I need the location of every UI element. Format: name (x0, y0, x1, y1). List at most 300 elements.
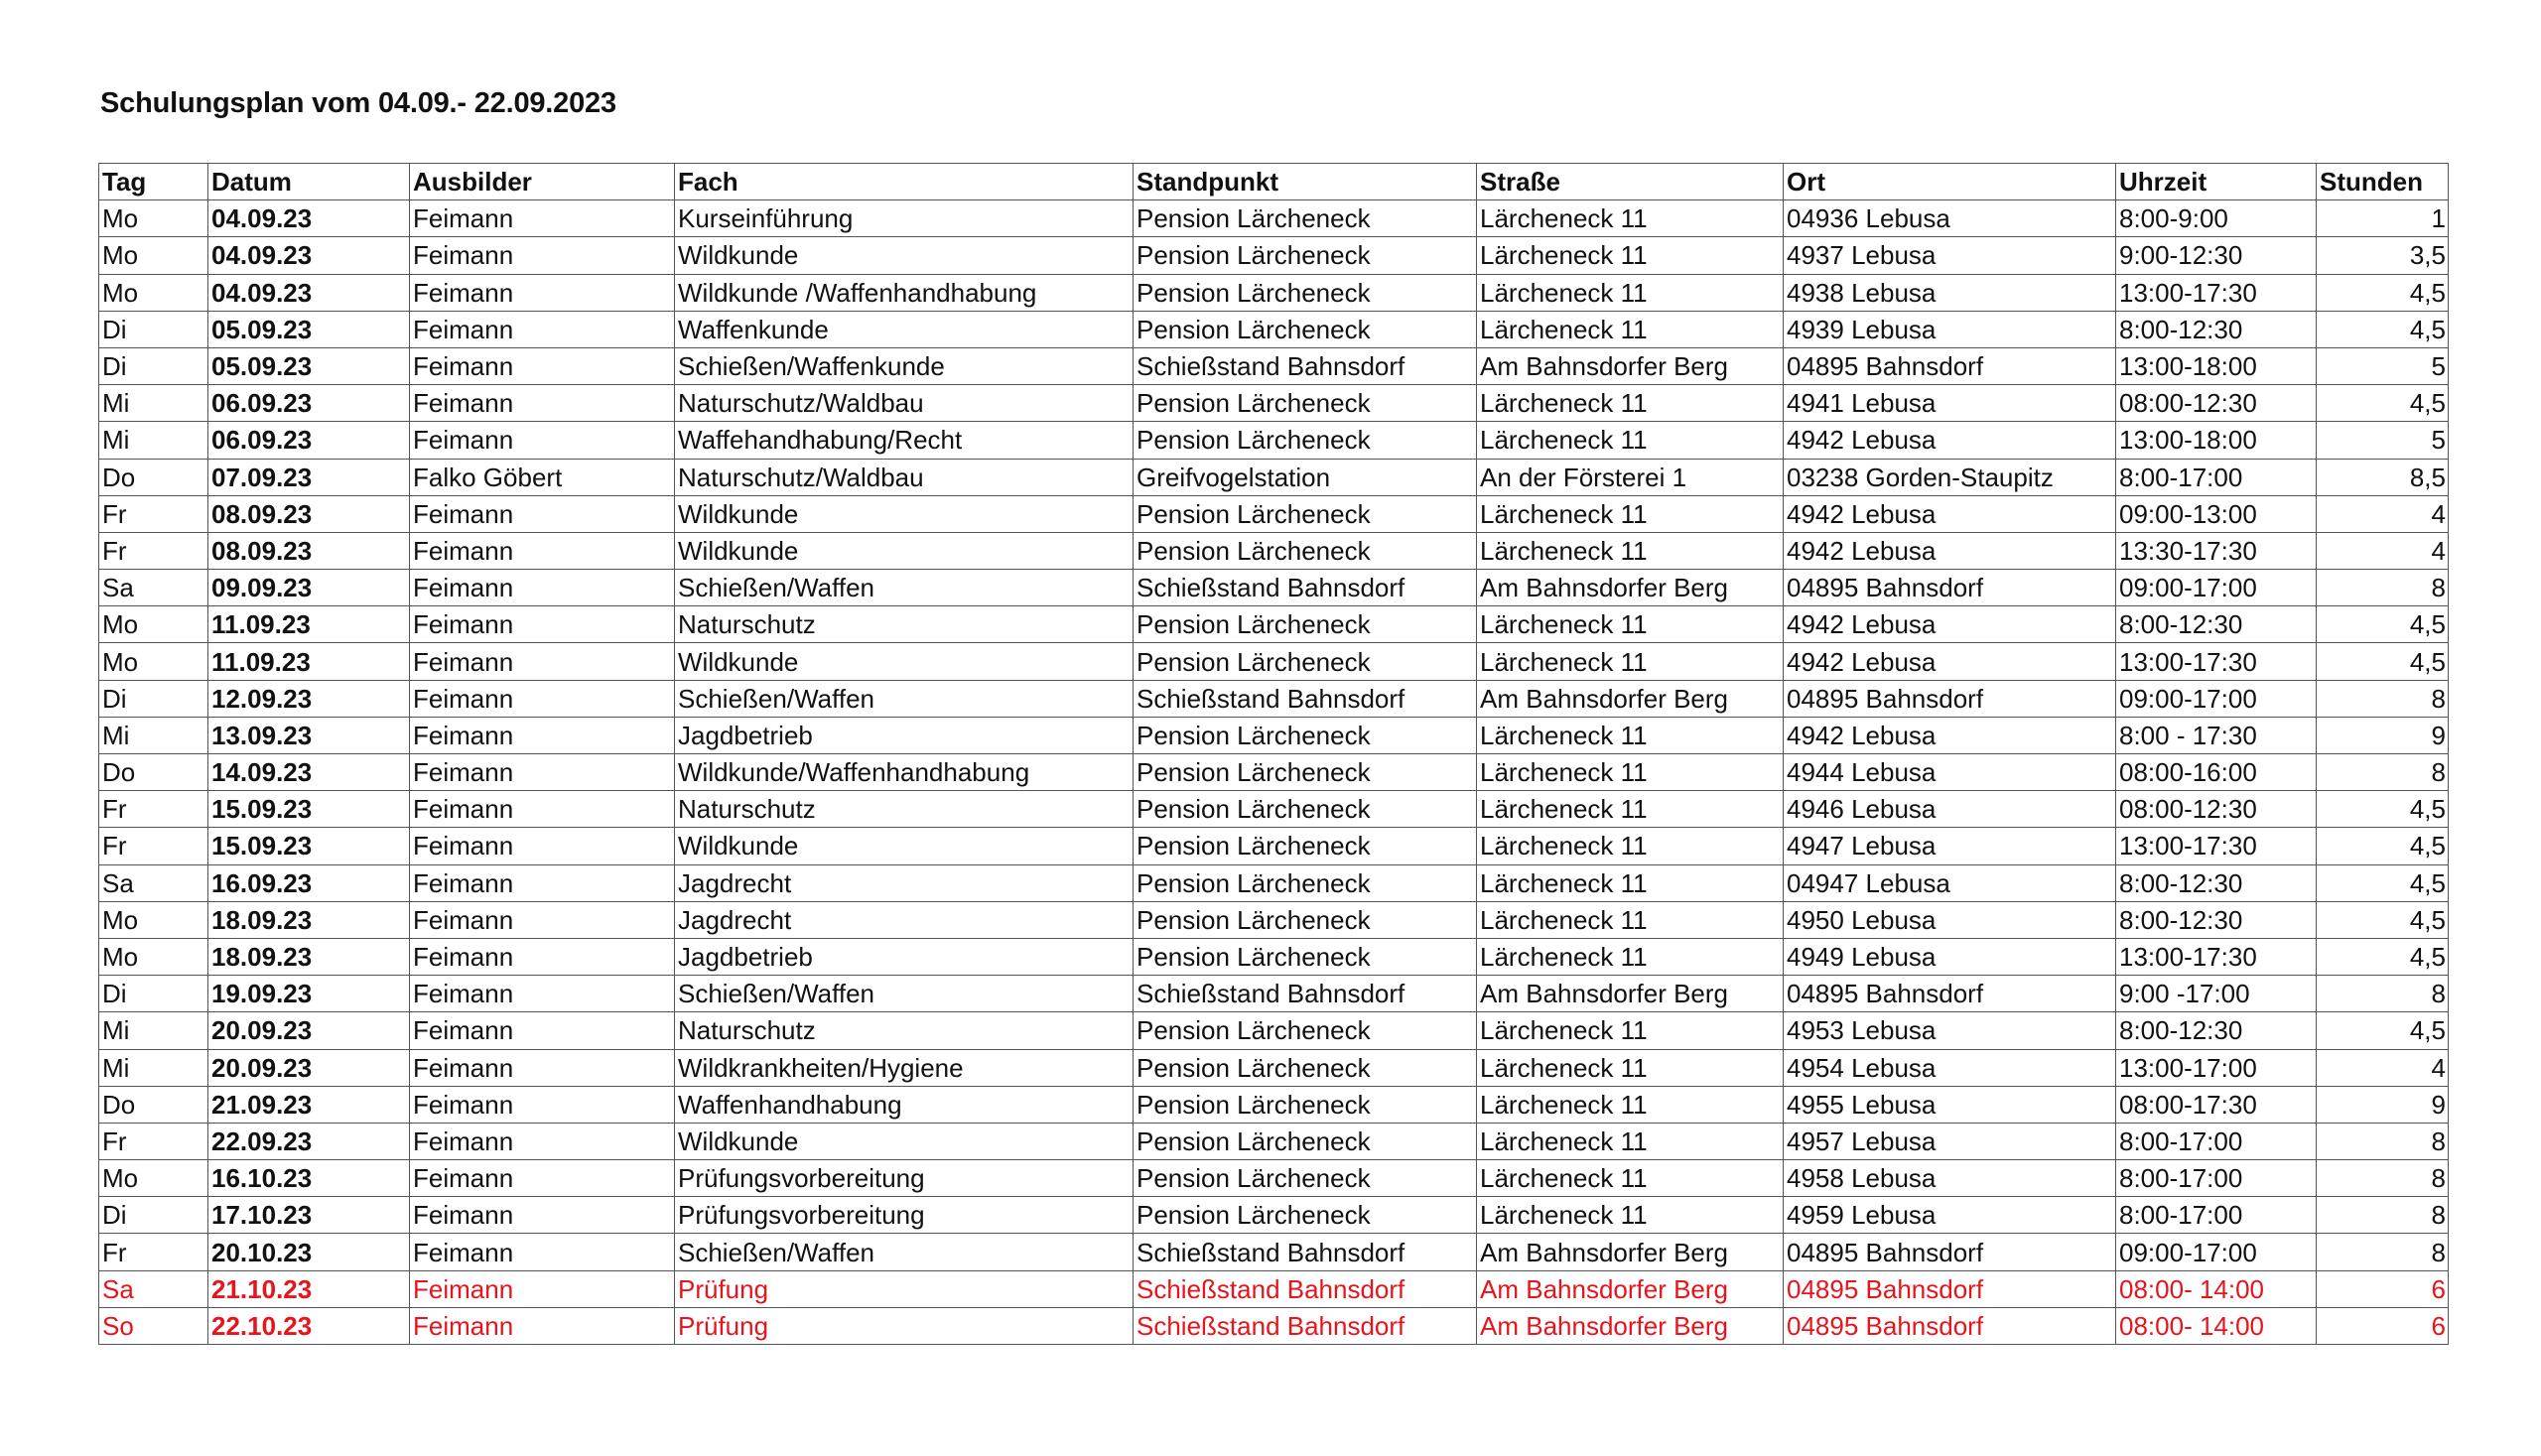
cell-ausbilder: Feimann (410, 680, 675, 717)
cell-standpunkt: Schießstand Bahnsdorf (1134, 680, 1477, 717)
cell-standpunkt: Schießstand Bahnsdorf (1134, 570, 1477, 606)
cell-datum: 16.09.23 (208, 864, 410, 901)
cell-datum: 21.09.23 (208, 1086, 410, 1123)
cell-datum: 14.09.23 (208, 754, 410, 791)
cell-strasse: Lärcheneck 11 (1477, 643, 1784, 680)
cell-strasse: Am Bahnsdorfer Berg (1477, 976, 1784, 1012)
cell-ort: 04947 Lebusa (1784, 864, 2116, 901)
cell-standpunkt: Schießstand Bahnsdorf (1134, 976, 1477, 1012)
cell-strasse: Lärcheneck 11 (1477, 1086, 1784, 1123)
cell-uhrzeit: 08:00-16:00 (2116, 754, 2317, 791)
table-row (99, 1123, 2449, 1159)
cell-ort: 4954 Lebusa (1784, 1049, 2116, 1086)
cell-fach: Jagdrecht (675, 901, 1134, 938)
cell-standpunkt: Pension Lärcheneck (1134, 532, 1477, 569)
cell-strasse: Lärcheneck 11 (1477, 717, 1784, 753)
cell-tag: Di (99, 680, 208, 717)
cell-stunden: 3,5 (2317, 237, 2449, 274)
column-header-ort: Ort (1784, 164, 2116, 200)
cell-fach: Waffenhandhabung (675, 1086, 1134, 1123)
cell-datum: 12.09.23 (208, 680, 410, 717)
cell-ausbilder: Feimann (410, 1307, 675, 1344)
cell-strasse: Lärcheneck 11 (1477, 1049, 1784, 1086)
cell-ausbilder: Feimann (410, 570, 675, 606)
cell-strasse: Lärcheneck 11 (1477, 237, 1784, 274)
cell-tag: Di (99, 1197, 208, 1234)
table-row (99, 1197, 2449, 1234)
cell-fach: Schießen/Waffen (675, 1234, 1134, 1270)
cell-standpunkt: Pension Lärcheneck (1134, 311, 1477, 347)
cell-stunden: 8 (2317, 976, 2449, 1012)
cell-strasse: Am Bahnsdorfer Berg (1477, 570, 1784, 606)
cell-datum: 18.09.23 (208, 901, 410, 938)
cell-ausbilder: Feimann (410, 347, 675, 384)
cell-fach: Naturschutz/Waldbau (675, 459, 1134, 495)
cell-stunden: 9 (2317, 717, 2449, 753)
table-row (99, 938, 2449, 975)
cell-tag: Mi (99, 1012, 208, 1049)
cell-ort: 4942 Lebusa (1784, 717, 2116, 753)
cell-ort: 04895 Bahnsdorf (1784, 1270, 2116, 1307)
table-row (99, 1012, 2449, 1049)
cell-ort: 04895 Bahnsdorf (1784, 1234, 2116, 1270)
cell-uhrzeit: 8:00-17:00 (2116, 459, 2317, 495)
cell-strasse: Lärcheneck 11 (1477, 1123, 1784, 1159)
table-row (99, 791, 2449, 828)
cell-ausbilder: Feimann (410, 1012, 675, 1049)
cell-ausbilder: Feimann (410, 976, 675, 1012)
cell-strasse: Lärcheneck 11 (1477, 606, 1784, 643)
cell-ausbilder: Feimann (410, 237, 675, 274)
cell-uhrzeit: 13:00-17:00 (2116, 1049, 2317, 1086)
cell-tag: Fr (99, 828, 208, 864)
cell-tag: Sa (99, 864, 208, 901)
cell-ausbilder: Feimann (410, 532, 675, 569)
table-row (99, 1086, 2449, 1123)
cell-strasse: Am Bahnsdorfer Berg (1477, 1234, 1784, 1270)
cell-fach: Jagdbetrieb (675, 938, 1134, 975)
cell-datum: 18.09.23 (208, 938, 410, 975)
cell-tag: Sa (99, 1270, 208, 1307)
table-row (99, 1160, 2449, 1197)
cell-tag: Mo (99, 643, 208, 680)
cell-datum: 17.10.23 (208, 1197, 410, 1234)
cell-datum: 11.09.23 (208, 606, 410, 643)
cell-datum: 15.09.23 (208, 828, 410, 864)
table-row (99, 385, 2449, 422)
cell-standpunkt: Pension Lärcheneck (1134, 1160, 1477, 1197)
cell-strasse: Lärcheneck 11 (1477, 422, 1784, 459)
table-row (99, 606, 2449, 643)
cell-strasse: Lärcheneck 11 (1477, 791, 1784, 828)
cell-uhrzeit: 8:00-12:30 (2116, 1012, 2317, 1049)
cell-fach: Prüfungsvorbereitung (675, 1160, 1134, 1197)
cell-standpunkt: Pension Lärcheneck (1134, 1049, 1477, 1086)
table-row (99, 1270, 2449, 1307)
schedule-table (98, 163, 2449, 1345)
cell-strasse: Am Bahnsdorfer Berg (1477, 1270, 1784, 1307)
cell-datum: 13.09.23 (208, 717, 410, 753)
cell-tag: Mo (99, 1160, 208, 1197)
cell-ort: 4957 Lebusa (1784, 1123, 2116, 1159)
cell-tag: Mo (99, 237, 208, 274)
cell-stunden: 4,5 (2317, 1012, 2449, 1049)
cell-uhrzeit: 8:00-17:00 (2116, 1123, 2317, 1159)
cell-uhrzeit: 9:00-12:30 (2116, 237, 2317, 274)
column-header-tag: Tag (99, 164, 208, 200)
cell-strasse: Lärcheneck 11 (1477, 828, 1784, 864)
cell-fach: Schießen/Waffenkunde (675, 347, 1134, 384)
cell-stunden: 4,5 (2317, 311, 2449, 347)
cell-strasse: Lärcheneck 11 (1477, 200, 1784, 237)
column-header-ausbilder: Ausbilder (410, 164, 675, 200)
cell-standpunkt: Pension Lärcheneck (1134, 643, 1477, 680)
cell-ausbilder: Feimann (410, 1197, 675, 1234)
cell-ausbilder: Feimann (410, 901, 675, 938)
cell-standpunkt: Pension Lärcheneck (1134, 1197, 1477, 1234)
cell-standpunkt: Pension Lärcheneck (1134, 828, 1477, 864)
cell-uhrzeit: 8:00-12:30 (2116, 901, 2317, 938)
cell-uhrzeit: 08:00- 14:00 (2116, 1270, 2317, 1307)
cell-fach: Wildkunde (675, 532, 1134, 569)
table-row (99, 828, 2449, 864)
cell-fach: Wildkunde (675, 1123, 1134, 1159)
cell-uhrzeit: 13:30-17:30 (2116, 532, 2317, 569)
cell-datum: 20.09.23 (208, 1012, 410, 1049)
cell-uhrzeit: 8:00-9:00 (2116, 200, 2317, 237)
cell-tag: Mi (99, 422, 208, 459)
table-row (99, 459, 2449, 495)
cell-uhrzeit: 8:00-12:30 (2116, 606, 2317, 643)
cell-fach: Naturschutz (675, 791, 1134, 828)
table-row (99, 976, 2449, 1012)
cell-ausbilder: Feimann (410, 200, 675, 237)
cell-ausbilder: Feimann (410, 606, 675, 643)
cell-datum: 22.09.23 (208, 1123, 410, 1159)
cell-fach: Wildkunde (675, 828, 1134, 864)
cell-stunden: 9 (2317, 1086, 2449, 1123)
cell-datum: 11.09.23 (208, 643, 410, 680)
table-row (99, 864, 2449, 901)
cell-ort: 4949 Lebusa (1784, 938, 2116, 975)
cell-fach: Wildkunde (675, 495, 1134, 532)
cell-stunden: 4,5 (2317, 385, 2449, 422)
cell-standpunkt: Pension Lärcheneck (1134, 1123, 1477, 1159)
table-row (99, 1049, 2449, 1086)
cell-strasse: Lärcheneck 11 (1477, 901, 1784, 938)
cell-datum: 22.10.23 (208, 1307, 410, 1344)
cell-datum: 15.09.23 (208, 791, 410, 828)
cell-standpunkt: Pension Lärcheneck (1134, 1012, 1477, 1049)
cell-uhrzeit: 09:00-17:00 (2116, 1234, 2317, 1270)
cell-strasse: Am Bahnsdorfer Berg (1477, 680, 1784, 717)
cell-ausbilder: Feimann (410, 1123, 675, 1159)
cell-ort: 4955 Lebusa (1784, 1086, 2116, 1123)
cell-ort: 4938 Lebusa (1784, 274, 2116, 311)
table-row (99, 495, 2449, 532)
cell-ort: 04895 Bahnsdorf (1784, 976, 2116, 1012)
cell-ort: 4941 Lebusa (1784, 385, 2116, 422)
cell-uhrzeit: 8:00-12:30 (2116, 864, 2317, 901)
cell-ort: 4937 Lebusa (1784, 237, 2116, 274)
cell-stunden: 4 (2317, 495, 2449, 532)
cell-stunden: 4 (2317, 1049, 2449, 1086)
table-header-row (99, 164, 2449, 200)
cell-standpunkt: Schießstand Bahnsdorf (1134, 1234, 1477, 1270)
cell-ausbilder: Feimann (410, 643, 675, 680)
cell-stunden: 4,5 (2317, 274, 2449, 311)
cell-standpunkt: Pension Lärcheneck (1134, 200, 1477, 237)
cell-strasse: Lärcheneck 11 (1477, 311, 1784, 347)
cell-tag: Mo (99, 606, 208, 643)
cell-ort: 4959 Lebusa (1784, 1197, 2116, 1234)
cell-uhrzeit: 8:00-12:30 (2116, 311, 2317, 347)
cell-ausbilder: Feimann (410, 717, 675, 753)
cell-fach: Waffenkunde (675, 311, 1134, 347)
cell-stunden: 6 (2317, 1307, 2449, 1344)
cell-standpunkt: Pension Lärcheneck (1134, 422, 1477, 459)
cell-tag: Mi (99, 717, 208, 753)
column-header-fach: Fach (675, 164, 1134, 200)
cell-fach: Naturschutz/Waldbau (675, 385, 1134, 422)
cell-standpunkt: Pension Lärcheneck (1134, 754, 1477, 791)
cell-stunden: 8 (2317, 1123, 2449, 1159)
cell-stunden: 8 (2317, 1160, 2449, 1197)
cell-tag: So (99, 1307, 208, 1344)
cell-tag: Mi (99, 385, 208, 422)
cell-ort: 4942 Lebusa (1784, 532, 2116, 569)
cell-stunden: 4,5 (2317, 643, 2449, 680)
cell-datum: 21.10.23 (208, 1270, 410, 1307)
table-row (99, 717, 2449, 753)
cell-ausbilder: Feimann (410, 495, 675, 532)
cell-fach: Prüfungsvorbereitung (675, 1197, 1134, 1234)
cell-standpunkt: Pension Lärcheneck (1134, 274, 1477, 311)
cell-ausbilder: Feimann (410, 274, 675, 311)
cell-datum: 08.09.23 (208, 495, 410, 532)
cell-datum: 05.09.23 (208, 347, 410, 384)
cell-datum: 04.09.23 (208, 237, 410, 274)
cell-tag: Do (99, 459, 208, 495)
cell-ort: 4942 Lebusa (1784, 606, 2116, 643)
cell-datum: 16.10.23 (208, 1160, 410, 1197)
cell-uhrzeit: 09:00-17:00 (2116, 570, 2317, 606)
cell-uhrzeit: 09:00-13:00 (2116, 495, 2317, 532)
cell-standpunkt: Pension Lärcheneck (1134, 237, 1477, 274)
cell-tag: Mo (99, 901, 208, 938)
cell-uhrzeit: 13:00-17:30 (2116, 274, 2317, 311)
table-row (99, 347, 2449, 384)
table-body (99, 200, 2449, 1345)
cell-datum: 20.09.23 (208, 1049, 410, 1086)
cell-stunden: 4,5 (2317, 828, 2449, 864)
cell-datum: 20.10.23 (208, 1234, 410, 1270)
cell-ausbilder: Feimann (410, 828, 675, 864)
cell-ausbilder: Feimann (410, 1086, 675, 1123)
cell-stunden: 4,5 (2317, 901, 2449, 938)
table-row (99, 680, 2449, 717)
cell-fach: Naturschutz (675, 606, 1134, 643)
cell-ort: 4942 Lebusa (1784, 422, 2116, 459)
cell-uhrzeit: 13:00-17:30 (2116, 643, 2317, 680)
cell-tag: Di (99, 976, 208, 1012)
cell-strasse: Lärcheneck 11 (1477, 495, 1784, 532)
cell-tag: Do (99, 754, 208, 791)
cell-stunden: 4,5 (2317, 606, 2449, 643)
cell-standpunkt: Pension Lärcheneck (1134, 385, 1477, 422)
cell-uhrzeit: 08:00-17:30 (2116, 1086, 2317, 1123)
cell-tag: Mo (99, 938, 208, 975)
cell-uhrzeit: 8:00 - 17:30 (2116, 717, 2317, 753)
cell-uhrzeit: 08:00-12:30 (2116, 791, 2317, 828)
cell-standpunkt: Schießstand Bahnsdorf (1134, 1307, 1477, 1344)
cell-datum: 04.09.23 (208, 200, 410, 237)
cell-tag: Di (99, 347, 208, 384)
cell-uhrzeit: 13:00-18:00 (2116, 347, 2317, 384)
cell-uhrzeit: 9:00 -17:00 (2116, 976, 2317, 1012)
cell-ausbilder: Feimann (410, 385, 675, 422)
cell-ort: 4942 Lebusa (1784, 495, 2116, 532)
cell-fach: Wildkunde/Waffenhandhabung (675, 754, 1134, 791)
cell-stunden: 4,5 (2317, 864, 2449, 901)
cell-fach: Wildkrankheiten/Hygiene (675, 1049, 1134, 1086)
cell-datum: 05.09.23 (208, 311, 410, 347)
cell-standpunkt: Pension Lärcheneck (1134, 495, 1477, 532)
cell-standpunkt: Schießstand Bahnsdorf (1134, 347, 1477, 384)
table-row (99, 200, 2449, 237)
cell-ausbilder: Feimann (410, 1270, 675, 1307)
cell-tag: Di (99, 311, 208, 347)
cell-ort: 04936 Lebusa (1784, 200, 2116, 237)
cell-stunden: 4,5 (2317, 938, 2449, 975)
cell-strasse: Lärcheneck 11 (1477, 532, 1784, 569)
cell-uhrzeit: 09:00-17:00 (2116, 680, 2317, 717)
column-header-standpunkt: Standpunkt (1134, 164, 1477, 200)
cell-datum: 19.09.23 (208, 976, 410, 1012)
cell-tag: Mo (99, 274, 208, 311)
cell-ort: 04895 Bahnsdorf (1784, 347, 2116, 384)
cell-strasse: Lärcheneck 11 (1477, 385, 1784, 422)
document-title: Schulungsplan vom 04.09.- 22.09.2023 (100, 87, 616, 119)
cell-fach: Schießen/Waffen (675, 976, 1134, 1012)
cell-standpunkt: Pension Lärcheneck (1134, 791, 1477, 828)
cell-uhrzeit: 8:00-17:00 (2116, 1160, 2317, 1197)
cell-fach: Wildkunde (675, 237, 1134, 274)
cell-tag: Sa (99, 570, 208, 606)
cell-stunden: 6 (2317, 1270, 2449, 1307)
cell-strasse: Lärcheneck 11 (1477, 1197, 1784, 1234)
cell-fach: Prüfung (675, 1307, 1134, 1344)
column-header-strasse: Straße (1477, 164, 1784, 200)
cell-fach: Jagdbetrieb (675, 717, 1134, 753)
cell-stunden: 8 (2317, 680, 2449, 717)
cell-tag: Fr (99, 1234, 208, 1270)
cell-ort: 4939 Lebusa (1784, 311, 2116, 347)
cell-uhrzeit: 13:00-17:30 (2116, 938, 2317, 975)
cell-fach: Schießen/Waffen (675, 570, 1134, 606)
cell-uhrzeit: 13:00-17:30 (2116, 828, 2317, 864)
cell-ausbilder: Feimann (410, 938, 675, 975)
cell-stunden: 4,5 (2317, 791, 2449, 828)
cell-uhrzeit: 13:00-18:00 (2116, 422, 2317, 459)
cell-fach: Kurseinführung (675, 200, 1134, 237)
cell-stunden: 1 (2317, 200, 2449, 237)
cell-standpunkt: Pension Lärcheneck (1134, 938, 1477, 975)
cell-fach: Jagdrecht (675, 864, 1134, 901)
cell-ort: 4942 Lebusa (1784, 643, 2116, 680)
table-row (99, 570, 2449, 606)
column-header-stunden: Stunden (2317, 164, 2449, 200)
cell-datum: 06.09.23 (208, 385, 410, 422)
cell-ort: 4950 Lebusa (1784, 901, 2116, 938)
cell-ort: 4946 Lebusa (1784, 791, 2116, 828)
cell-fach: Naturschutz (675, 1012, 1134, 1049)
cell-ausbilder: Feimann (410, 1049, 675, 1086)
cell-strasse: Am Bahnsdorfer Berg (1477, 1307, 1784, 1344)
table-row (99, 1234, 2449, 1270)
cell-tag: Fr (99, 791, 208, 828)
cell-fach: Prüfung (675, 1270, 1134, 1307)
cell-strasse: Am Bahnsdorfer Berg (1477, 347, 1784, 384)
cell-stunden: 5 (2317, 422, 2449, 459)
cell-datum: 08.09.23 (208, 532, 410, 569)
cell-strasse: Lärcheneck 11 (1477, 938, 1784, 975)
cell-uhrzeit: 8:00-17:00 (2116, 1197, 2317, 1234)
cell-datum: 07.09.23 (208, 459, 410, 495)
cell-fach: Wildkunde (675, 643, 1134, 680)
table-row (99, 754, 2449, 791)
cell-stunden: 8 (2317, 1234, 2449, 1270)
cell-strasse: Lärcheneck 11 (1477, 1160, 1784, 1197)
table-row (99, 311, 2449, 347)
column-header-datum: Datum (208, 164, 410, 200)
cell-fach: Waffehandhabung/Recht (675, 422, 1134, 459)
cell-uhrzeit: 08:00-12:30 (2116, 385, 2317, 422)
cell-ausbilder: Feimann (410, 422, 675, 459)
cell-ausbilder: Feimann (410, 1234, 675, 1270)
cell-tag: Mo (99, 200, 208, 237)
cell-ausbilder: Feimann (410, 754, 675, 791)
cell-strasse: Lärcheneck 11 (1477, 274, 1784, 311)
cell-fach: Wildkunde /Waffenhandhabung (675, 274, 1134, 311)
table-row (99, 237, 2449, 274)
cell-strasse: An der Försterei 1 (1477, 459, 1784, 495)
cell-datum: 09.09.23 (208, 570, 410, 606)
table-row (99, 532, 2449, 569)
cell-strasse: Lärcheneck 11 (1477, 1012, 1784, 1049)
cell-tag: Fr (99, 495, 208, 532)
cell-standpunkt: Pension Lärcheneck (1134, 864, 1477, 901)
cell-ausbilder: Feimann (410, 791, 675, 828)
cell-strasse: Lärcheneck 11 (1477, 864, 1784, 901)
cell-ort: 04895 Bahnsdorf (1784, 1307, 2116, 1344)
cell-stunden: 8 (2317, 1197, 2449, 1234)
table-row (99, 274, 2449, 311)
cell-tag: Fr (99, 532, 208, 569)
table-row (99, 901, 2449, 938)
table-row (99, 643, 2449, 680)
cell-ausbilder: Falko Göbert (410, 459, 675, 495)
cell-stunden: 8 (2317, 754, 2449, 791)
cell-ort: 4953 Lebusa (1784, 1012, 2116, 1049)
cell-ausbilder: Feimann (410, 864, 675, 901)
cell-strasse: Lärcheneck 11 (1477, 754, 1784, 791)
cell-tag: Mi (99, 1049, 208, 1086)
cell-ort: 4958 Lebusa (1784, 1160, 2116, 1197)
cell-stunden: 8,5 (2317, 459, 2449, 495)
cell-stunden: 4 (2317, 532, 2449, 569)
cell-ort: 04895 Bahnsdorf (1784, 680, 2116, 717)
